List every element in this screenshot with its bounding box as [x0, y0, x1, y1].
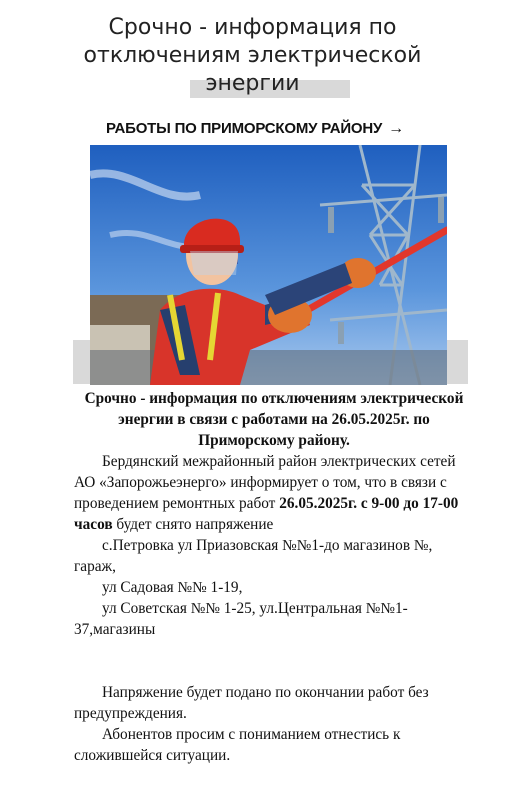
lineman-photo: [90, 145, 447, 385]
notice-title: Срочно - информация по отключениям электрической энергии в связи с работами на 26.05.2025г. по Приморскому району.: [84, 390, 464, 449]
section-heading-text: РАБОТЫ ПО ПРИМОРСКОМУ РАЙОНУ: [106, 120, 383, 137]
title-line-1: Срочно - информация по: [108, 15, 397, 40]
intro-part-2: будет снято напряжение: [112, 516, 274, 533]
notice-intro: [74, 451, 474, 535]
outage-date-time: 26.05.2025г. с 9-00 до 17-00 часов: [74, 495, 459, 533]
closing-request: Абонентов просим с пониманием отнестись к сложившейся ситуации.: [74, 726, 401, 764]
intro-part-1: Бердянский межрайонный район электрических сетей АО «Запорожьеэнерго» информирует о том, что в связи с проведением ремонтных работ: [74, 453, 456, 512]
title-line-3: энергии: [205, 71, 300, 96]
address-item: ул Советская №№ 1-25, ул.Центральная №№1-37,магазины: [74, 600, 408, 638]
spacer: [74, 640, 474, 682]
notice-text: [74, 388, 474, 766]
closing-restore: Напряжение будет подано по окончании работ без предупреждения.: [74, 684, 429, 722]
address-item: с.Петровка ул Приазовская №№1-до магазинов №, гараж,: [74, 537, 433, 575]
page-title: [0, 14, 505, 98]
address-item: ул Садовая №№ 1-19,: [102, 579, 243, 596]
title-line-2: отключениям электрической: [83, 43, 422, 68]
section-heading: [106, 120, 404, 138]
arrow-right-icon: →: [388, 120, 404, 137]
